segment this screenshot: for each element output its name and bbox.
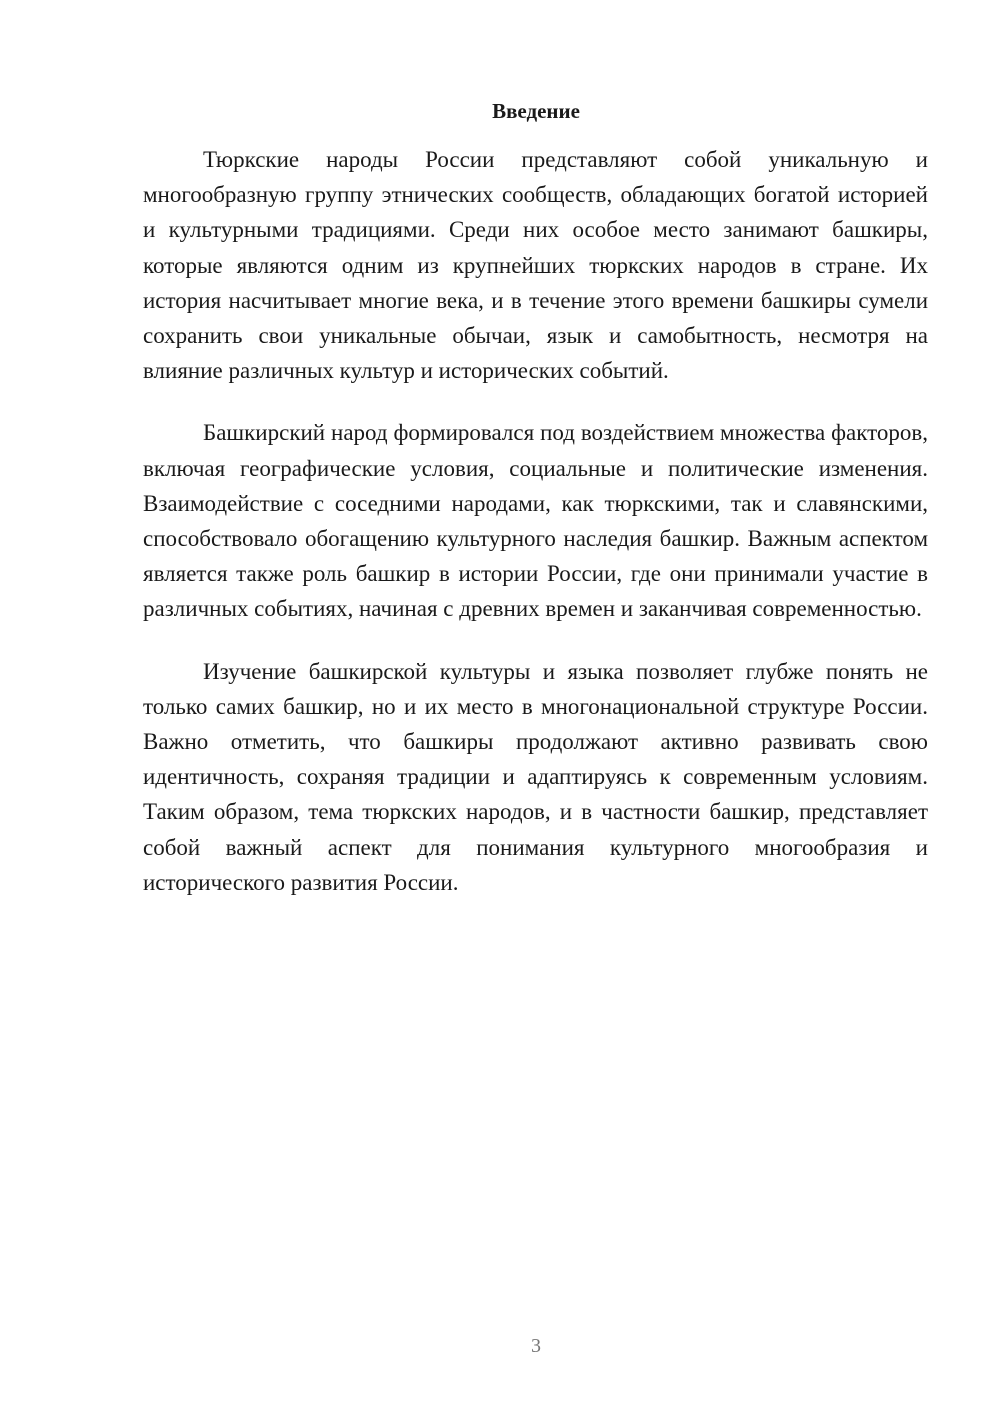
body-text xyxy=(143,142,928,927)
paragraph-2: Башкирский народ формировался под воздействием множества факторов, включая географические условия, социальные и политические изменения. Взаимодействие с соседними народами, как тюркскими, так и славянскими, способствовало обогащению культурного наследия башкир. Важным аспектом является также роль башкир в истории России, где они принимали участие в различных событиях, начиная с древних времен и заканчивая современностью. xyxy=(143,420,928,622)
paragraph-3: Изучение башкирской культуры и языка позволяет глубже понять не только самих башкир, но и их место в многонациональной структуре России. Важно отметить, что башкиры продолжают активно развивать свою идентичность, сохраняя традиции и адаптируясь к современным условиям. Таким образом, тема тюркских народов, и в частности башкир, представляет собой важный аспект для понимания культурного многообразия и исторического развития России. xyxy=(143,658,928,895)
page-number: 3 xyxy=(531,1335,541,1357)
paragraph-1: Тюркские народы России представляют собой уникальную и многообразную группу этнических сообществ, обладающих богатой историей и культурными традициями. Среди них особое место занимают башкиры, которые являются одним из крупнейших тюркских народов в стране. Их история насчитывает многие века, и в течение этого времени башкиры сумели сохранить свои уникальные обычаи, язык и самобытность, несмотря на влияние различных культур и исторических событий. xyxy=(143,147,928,384)
section-heading: Введение xyxy=(492,99,580,123)
